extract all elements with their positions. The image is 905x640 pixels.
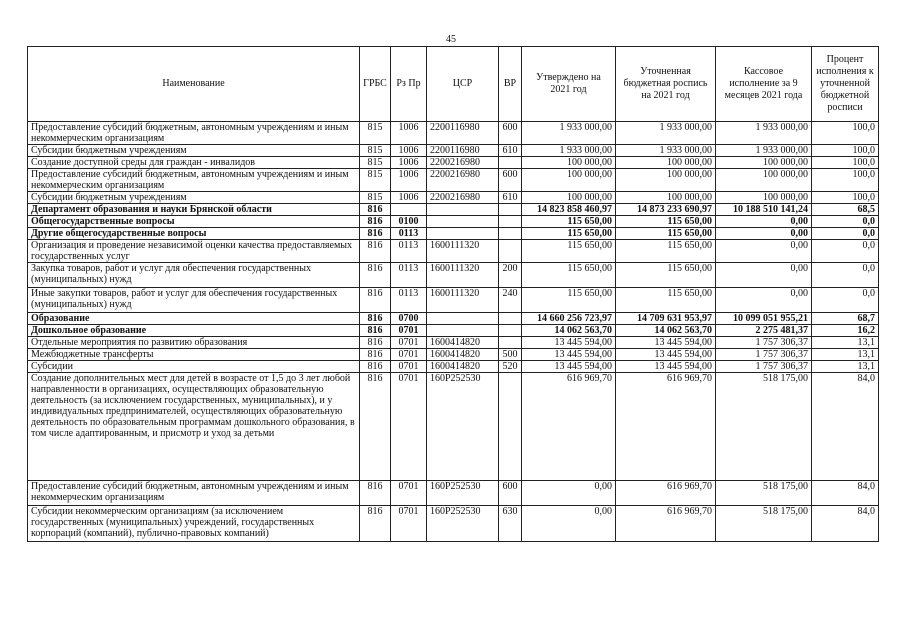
cell-csr	[427, 313, 499, 325]
table-row	[28, 373, 879, 481]
cell-refined: 115 650,00	[616, 240, 716, 263]
cell-approved: 115 650,00	[522, 228, 616, 240]
cell-cash: 0,00	[716, 240, 812, 263]
cell-rzpr: 0113	[391, 288, 427, 313]
cell-name: Иные закупки товаров, работ и услуг для обеспечения государственных (муниципальных) нужд	[28, 288, 360, 313]
cell-cash: 518 175,00	[716, 373, 812, 481]
cell-vr: 630	[499, 506, 522, 542]
cell-rzpr: 1006	[391, 145, 427, 157]
cell-rzpr: 1006	[391, 169, 427, 192]
cell-refined: 115 650,00	[616, 228, 716, 240]
cell-csr: 1600414820	[427, 337, 499, 349]
cell-name: Организация и проведение независимой оценки качества предоставляемых государственных услуг	[28, 240, 360, 263]
cell-csr: 1600111320	[427, 240, 499, 263]
cell-refined: 100 000,00	[616, 192, 716, 204]
table-row	[28, 192, 879, 204]
cell-name: Общегосударственные вопросы	[28, 216, 360, 228]
cell-csr: 2200216980	[427, 157, 499, 169]
cell-csr: 160P252530	[427, 506, 499, 542]
cell-grbs: 816	[360, 481, 391, 506]
cell-approved: 616 969,70	[522, 373, 616, 481]
cell-rzpr: 1006	[391, 192, 427, 204]
cell-refined: 13 445 594,00	[616, 349, 716, 361]
header-grbs: ГРБС	[360, 47, 391, 122]
cell-rzpr: 0113	[391, 240, 427, 263]
page-number: 45	[446, 34, 456, 45]
cell-grbs: 816	[360, 349, 391, 361]
cell-approved: 1 933 000,00	[522, 122, 616, 145]
cell-percent: 68,7	[812, 313, 879, 325]
cell-refined: 1 933 000,00	[616, 122, 716, 145]
header-rzpr: Рз Пр	[391, 47, 427, 122]
cell-csr: 2200216980	[427, 169, 499, 192]
cell-cash: 1 757 306,37	[716, 361, 812, 373]
cell-approved: 14 660 256 723,97	[522, 313, 616, 325]
cell-csr	[427, 216, 499, 228]
cell-refined: 100 000,00	[616, 169, 716, 192]
cell-rzpr: 0701	[391, 481, 427, 506]
cell-vr	[499, 373, 522, 481]
cell-cash: 1 933 000,00	[716, 145, 812, 157]
cell-percent: 16,2	[812, 325, 879, 337]
cell-name: Создание дополнительных мест для детей в возрасте от 1,5 до 3 лет любой направленности в организациях, осуществляющих образовательную деятельность (за исключением государственных, муниципальных), и у индивидуальных предпринимателей, осуществляющих образовательную деятельность по образовательным программам дошкольного образования, в том числе адаптированным, и присмотр и уход за детьми	[28, 373, 360, 481]
cell-grbs: 815	[360, 192, 391, 204]
cell-percent: 0,0	[812, 240, 879, 263]
table-row	[28, 122, 879, 145]
cell-refined: 14 709 631 953,97	[616, 313, 716, 325]
cell-name: Создание доступной среды для граждан - инвалидов	[28, 157, 360, 169]
cell-refined: 616 969,70	[616, 481, 716, 506]
cell-rzpr: 0701	[391, 361, 427, 373]
cell-name: Другие общегосударственные вопросы	[28, 228, 360, 240]
header-refined: Уточненная бюджетная роспись на 2021 год	[616, 47, 716, 122]
cell-rzpr: 1006	[391, 157, 427, 169]
cell-rzpr: 0113	[391, 228, 427, 240]
cell-grbs: 816	[360, 240, 391, 263]
cell-grbs: 815	[360, 169, 391, 192]
cell-vr: 610	[499, 145, 522, 157]
cell-cash: 518 175,00	[716, 506, 812, 542]
header-cash: Кассовое исполнение за 9 месяцев 2021 года	[716, 47, 812, 122]
cell-csr: 160P252530	[427, 481, 499, 506]
cell-percent: 0,0	[812, 216, 879, 228]
cell-refined: 13 445 594,00	[616, 337, 716, 349]
cell-grbs: 816	[360, 263, 391, 288]
cell-csr: 1600111320	[427, 263, 499, 288]
cell-name: Межбюджетные трансферты	[28, 349, 360, 361]
cell-refined: 13 445 594,00	[616, 361, 716, 373]
cell-approved: 13 445 594,00	[522, 361, 616, 373]
cell-csr: 2200116980	[427, 145, 499, 157]
cell-rzpr	[391, 204, 427, 216]
cell-cash: 2 275 481,37	[716, 325, 812, 337]
cell-rzpr: 0700	[391, 313, 427, 325]
cell-rzpr: 0701	[391, 506, 427, 542]
cell-percent: 84,0	[812, 506, 879, 542]
table-body	[28, 122, 879, 542]
cell-cash: 1 757 306,37	[716, 337, 812, 349]
cell-approved: 0,00	[522, 481, 616, 506]
cell-rzpr: 0113	[391, 263, 427, 288]
cell-name: Предоставление субсидий бюджетным, автономным учреждениям и иным некоммерческим организациям	[28, 169, 360, 192]
cell-percent: 0,0	[812, 228, 879, 240]
cell-percent: 84,0	[812, 481, 879, 506]
cell-cash: 0,00	[716, 228, 812, 240]
table-row	[28, 157, 879, 169]
cell-approved: 115 650,00	[522, 288, 616, 313]
table-row	[28, 228, 879, 240]
cell-cash: 100 000,00	[716, 192, 812, 204]
cell-approved: 100 000,00	[522, 157, 616, 169]
cell-refined: 616 969,70	[616, 373, 716, 481]
cell-csr	[427, 204, 499, 216]
cell-csr: 1600111320	[427, 288, 499, 313]
cell-rzpr: 0701	[391, 349, 427, 361]
header-row	[28, 47, 879, 122]
table-row	[28, 337, 879, 349]
table-row	[28, 361, 879, 373]
cell-name: Субсидии бюджетным учреждениям	[28, 145, 360, 157]
cell-percent: 68,5	[812, 204, 879, 216]
cell-percent: 13,1	[812, 361, 879, 373]
cell-vr	[499, 240, 522, 263]
budget-table	[27, 46, 879, 542]
cell-name: Образование	[28, 313, 360, 325]
cell-refined: 616 969,70	[616, 506, 716, 542]
cell-percent: 100,0	[812, 169, 879, 192]
cell-grbs: 816	[360, 373, 391, 481]
cell-vr	[499, 337, 522, 349]
header-csr: ЦСР	[427, 47, 499, 122]
cell-name: Субсидии	[28, 361, 360, 373]
cell-grbs: 816	[360, 216, 391, 228]
table-row	[28, 216, 879, 228]
cell-refined: 115 650,00	[616, 263, 716, 288]
cell-refined: 115 650,00	[616, 288, 716, 313]
cell-vr: 600	[499, 169, 522, 192]
cell-vr: 600	[499, 122, 522, 145]
cell-approved: 115 650,00	[522, 263, 616, 288]
cell-approved: 14 823 858 460,97	[522, 204, 616, 216]
table-row	[28, 325, 879, 337]
cell-grbs: 815	[360, 122, 391, 145]
cell-csr	[427, 228, 499, 240]
cell-name: Предоставление субсидий бюджетным, автономным учреждениям и иным некоммерческим организациям	[28, 122, 360, 145]
table-row	[28, 145, 879, 157]
cell-cash: 10 099 051 955,21	[716, 313, 812, 325]
cell-grbs: 816	[360, 288, 391, 313]
cell-rzpr: 0701	[391, 373, 427, 481]
cell-csr: 1600414820	[427, 349, 499, 361]
cell-grbs: 816	[360, 204, 391, 216]
cell-csr: 1600414820	[427, 361, 499, 373]
cell-approved: 13 445 594,00	[522, 349, 616, 361]
cell-name: Отдельные мероприятия по развитию образования	[28, 337, 360, 349]
table-row	[28, 169, 879, 192]
cell-approved: 115 650,00	[522, 216, 616, 228]
cell-percent: 100,0	[812, 122, 879, 145]
cell-csr	[427, 325, 499, 337]
cell-grbs: 816	[360, 228, 391, 240]
cell-vr	[499, 313, 522, 325]
cell-grbs: 816	[360, 325, 391, 337]
cell-name: Предоставление субсидий бюджетным, автономным учреждениям и иным некоммерческим организациям	[28, 481, 360, 506]
cell-percent: 0,0	[812, 288, 879, 313]
cell-grbs: 815	[360, 157, 391, 169]
cell-approved: 115 650,00	[522, 240, 616, 263]
cell-cash: 100 000,00	[716, 169, 812, 192]
table-row	[28, 288, 879, 313]
header-name: Наименование	[28, 47, 360, 122]
cell-vr: 500	[499, 349, 522, 361]
cell-name: Субсидии некоммерческим организациям (за исключением государственных (муниципальных) учреждений, государственных корпораций (компаний), публично-правовых компаний)	[28, 506, 360, 542]
cell-vr: 610	[499, 192, 522, 204]
cell-name: Субсидии бюджетным учреждениям	[28, 192, 360, 204]
cell-percent: 100,0	[812, 157, 879, 169]
cell-refined: 14 873 233 690,97	[616, 204, 716, 216]
table-row	[28, 263, 879, 288]
cell-vr: 520	[499, 361, 522, 373]
cell-grbs: 816	[360, 506, 391, 542]
table-row	[28, 240, 879, 263]
cell-percent: 100,0	[812, 192, 879, 204]
cell-cash: 10 188 510 141,24	[716, 204, 812, 216]
cell-grbs: 816	[360, 313, 391, 325]
header-vr: ВР	[499, 47, 522, 122]
cell-refined: 115 650,00	[616, 216, 716, 228]
header-approved: Утверждено на 2021 год	[522, 47, 616, 122]
cell-cash: 0,00	[716, 288, 812, 313]
cell-approved: 0,00	[522, 506, 616, 542]
cell-vr: 600	[499, 481, 522, 506]
cell-vr	[499, 325, 522, 337]
cell-percent: 100,0	[812, 145, 879, 157]
cell-rzpr: 0100	[391, 216, 427, 228]
cell-cash: 100 000,00	[716, 157, 812, 169]
cell-approved: 1 933 000,00	[522, 145, 616, 157]
table-row	[28, 481, 879, 506]
cell-approved: 100 000,00	[522, 192, 616, 204]
cell-rzpr: 0701	[391, 325, 427, 337]
cell-csr: 160P252530	[427, 373, 499, 481]
cell-cash: 1 757 306,37	[716, 349, 812, 361]
table-row	[28, 506, 879, 542]
table-row	[28, 349, 879, 361]
cell-cash: 0,00	[716, 216, 812, 228]
cell-csr: 2200116980	[427, 122, 499, 145]
cell-rzpr: 1006	[391, 122, 427, 145]
cell-percent: 0,0	[812, 263, 879, 288]
cell-approved: 100 000,00	[522, 169, 616, 192]
cell-vr	[499, 157, 522, 169]
cell-grbs: 815	[360, 145, 391, 157]
cell-refined: 1 933 000,00	[616, 145, 716, 157]
cell-vr	[499, 204, 522, 216]
cell-csr: 2200216980	[427, 192, 499, 204]
cell-vr	[499, 228, 522, 240]
cell-vr	[499, 216, 522, 228]
cell-cash: 1 933 000,00	[716, 122, 812, 145]
cell-name: Закупка товаров, работ и услуг для обеспечения государственных (муниципальных) нужд	[28, 263, 360, 288]
cell-vr: 200	[499, 263, 522, 288]
cell-name: Департамент образования и науки Брянской области	[28, 204, 360, 216]
cell-approved: 13 445 594,00	[522, 337, 616, 349]
table-row	[28, 204, 879, 216]
table-row	[28, 313, 879, 325]
cell-approved: 14 062 563,70	[522, 325, 616, 337]
cell-vr: 240	[499, 288, 522, 313]
cell-refined: 100 000,00	[616, 157, 716, 169]
cell-grbs: 816	[360, 337, 391, 349]
cell-cash: 518 175,00	[716, 481, 812, 506]
cell-percent: 13,1	[812, 349, 879, 361]
cell-refined: 14 062 563,70	[616, 325, 716, 337]
header-percent: Процент исполнения к уточненной бюджетной росписи	[812, 47, 879, 122]
cell-percent: 84,0	[812, 373, 879, 481]
cell-grbs: 816	[360, 361, 391, 373]
cell-rzpr: 0701	[391, 337, 427, 349]
cell-name: Дошкольное образование	[28, 325, 360, 337]
cell-percent: 13,1	[812, 337, 879, 349]
cell-cash: 0,00	[716, 263, 812, 288]
